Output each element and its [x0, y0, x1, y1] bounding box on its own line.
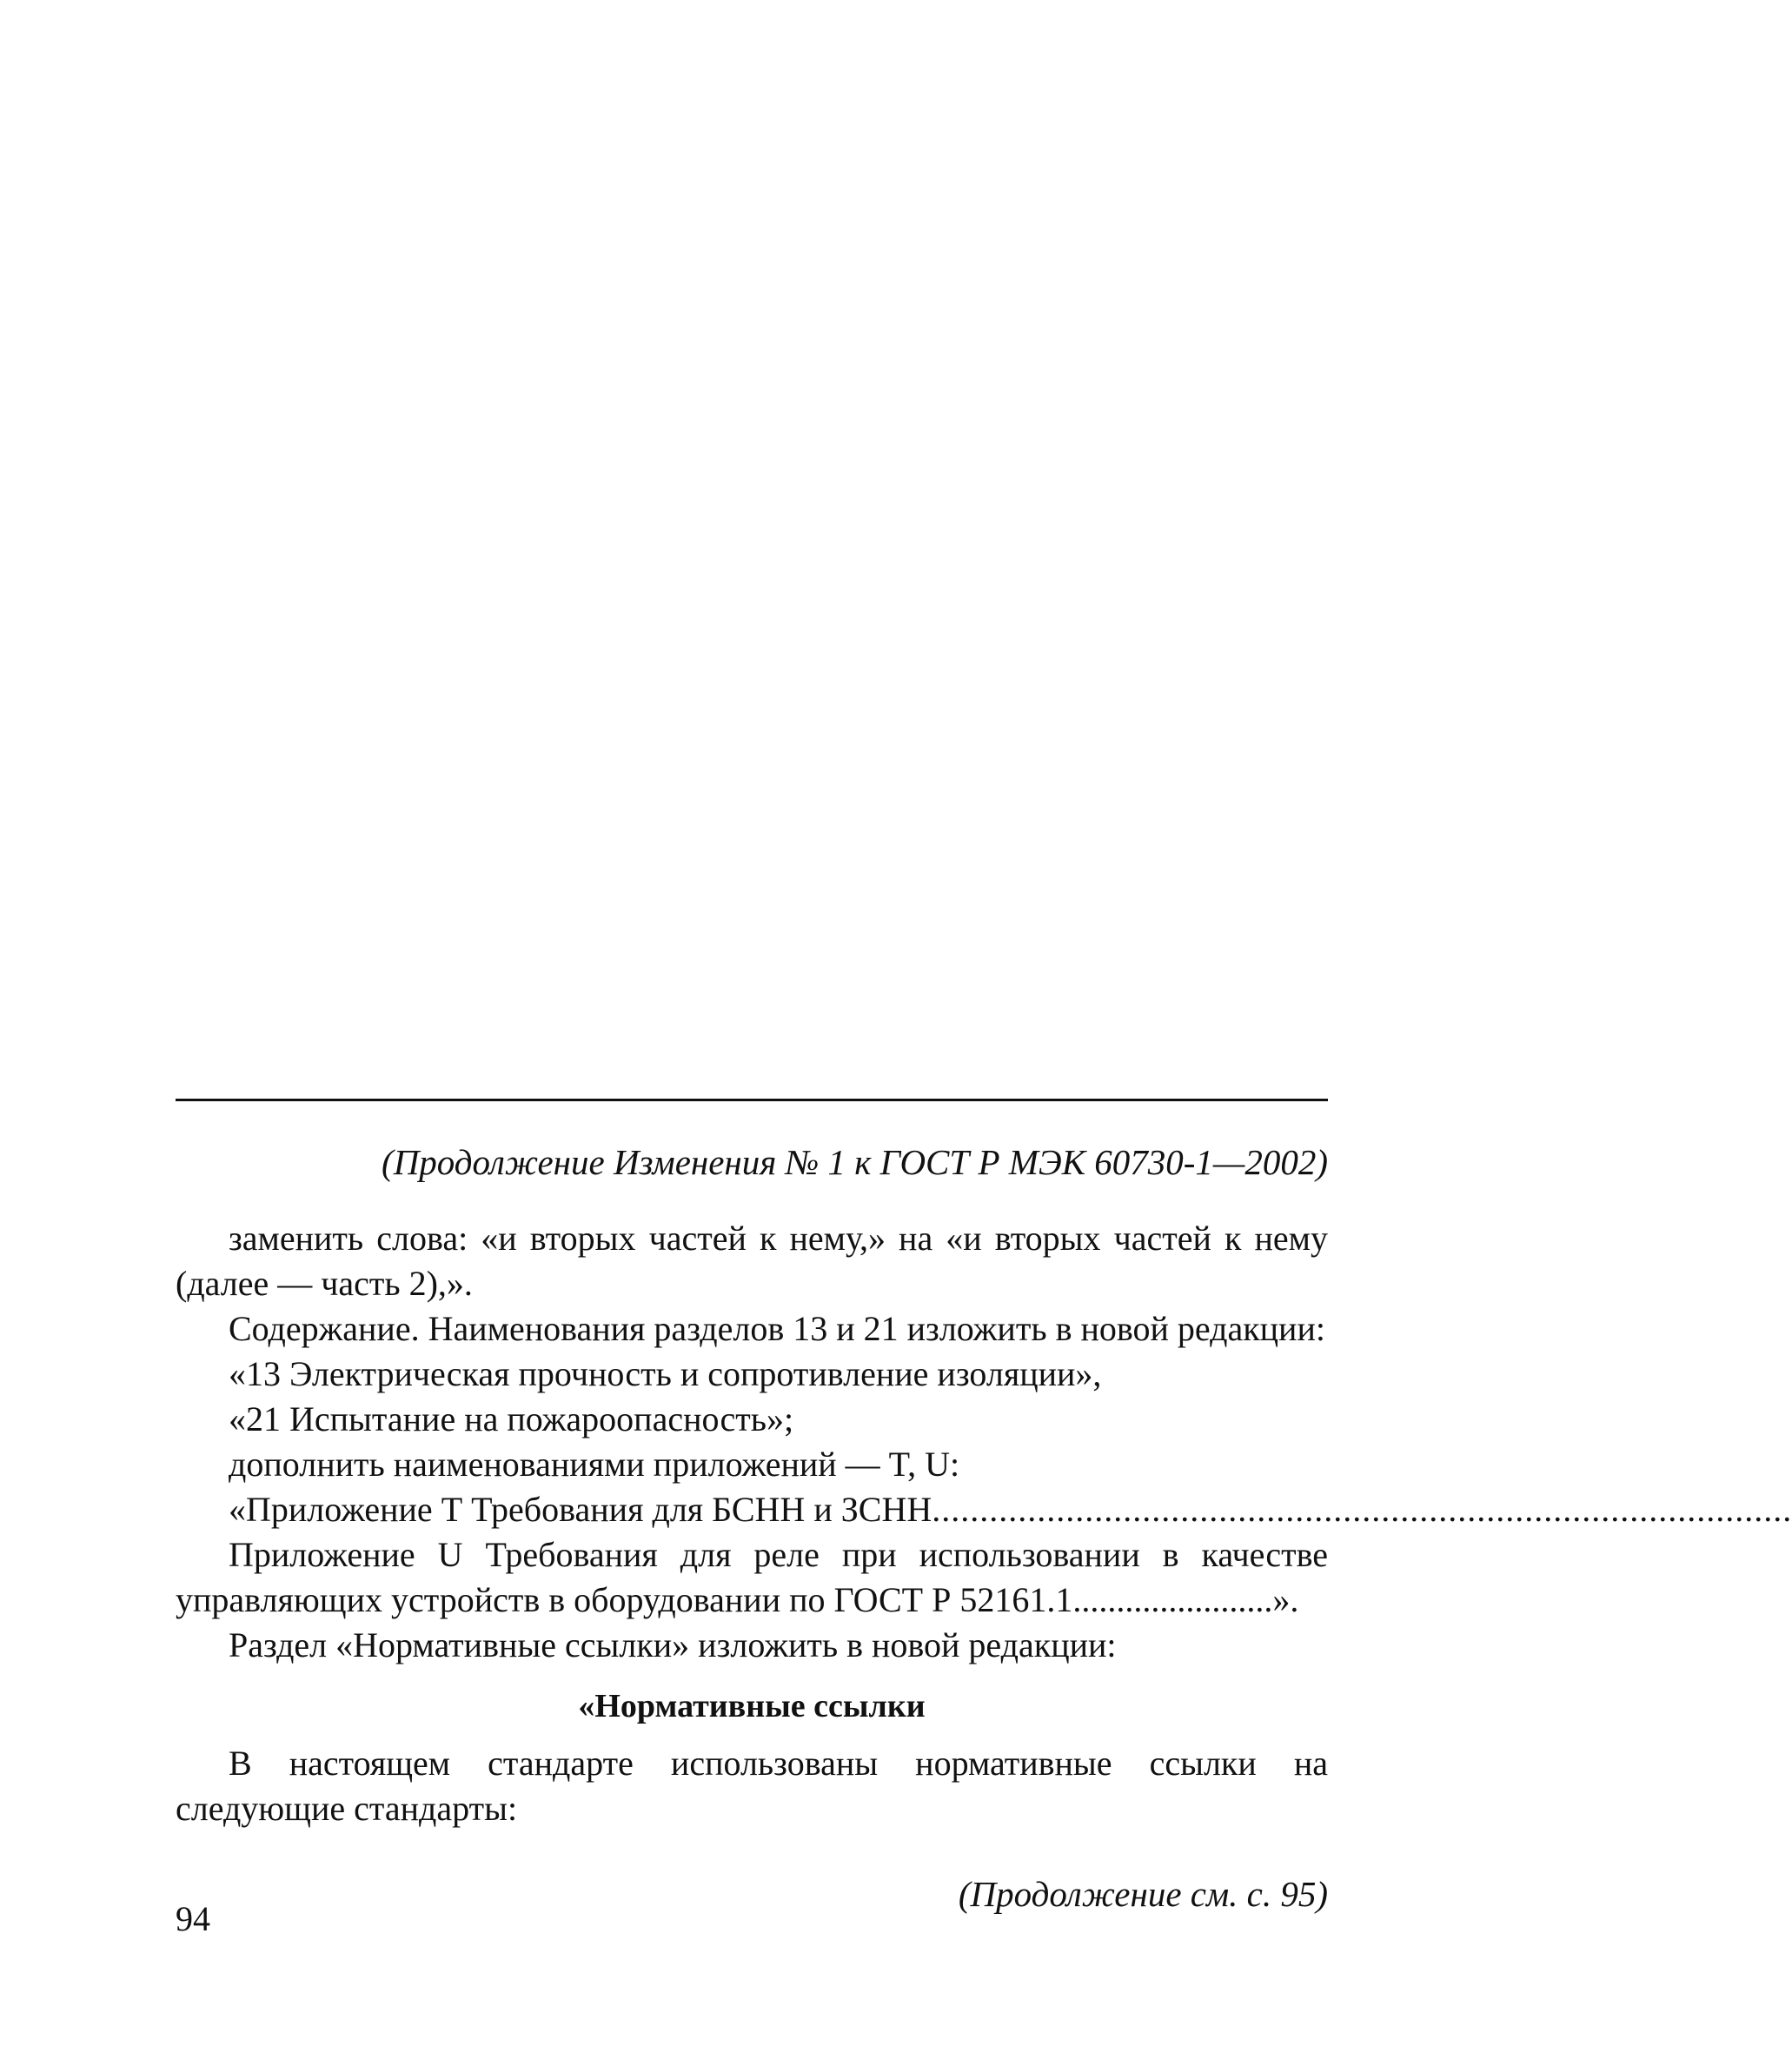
paragraph-references-intro: В настоящем стандарте использованы нормативные ссылки на следующие стандарты:	[176, 1744, 1328, 1828]
continued-on-next-page-note: (Продолжение см. с. 95)	[958, 1874, 1328, 1914]
paragraph-replace-words: заменить слова: «и вторых частей к нему,» на «и вторых частей к нему (далее — часть 2),».	[176, 1219, 1328, 1303]
header-rule	[176, 1099, 1328, 1101]
paragraph-references-section: Раздел «Нормативные ссылки» изложить в новой редакции:	[229, 1625, 1117, 1664]
paragraph-contents-sections: Содержание. Наименования разделов 13 и 21 изложить в новой редакции:	[229, 1309, 1325, 1348]
appendix-t-title: «Приложение Т Требования для БСНН и ЗСНН	[229, 1490, 933, 1529]
section-heading-normative-references: «Нормативные ссылки	[578, 1688, 926, 1724]
continuation-header: (Продолжение Изменения № 1 к ГОСТ Р МЭК 60730-1—2002)	[382, 1142, 1328, 1182]
page-content	[176, 1141, 1792, 1917]
paragraph-section-21: «21 Испытание на пожароопасность»;	[229, 1399, 794, 1438]
page-number: 94	[176, 1899, 210, 1938]
appendix-t-leader-dots: ..........................................................................................	[932, 1490, 1792, 1529]
paragraph-appendix-u: Приложение U Требования для реле при использовании в качестве управляющих устройств в оборудовании по ГОСТ Р 52161.1.......................».	[176, 1535, 1328, 1619]
paragraph-section-13: «13 Электрическая прочность и сопротивление изоляции»,	[229, 1354, 1102, 1393]
paragraph-add-appendices: дополнить наименованиями приложений — T, U:	[229, 1445, 960, 1484]
paragraph-appendix-t	[176, 1487, 1792, 1532]
